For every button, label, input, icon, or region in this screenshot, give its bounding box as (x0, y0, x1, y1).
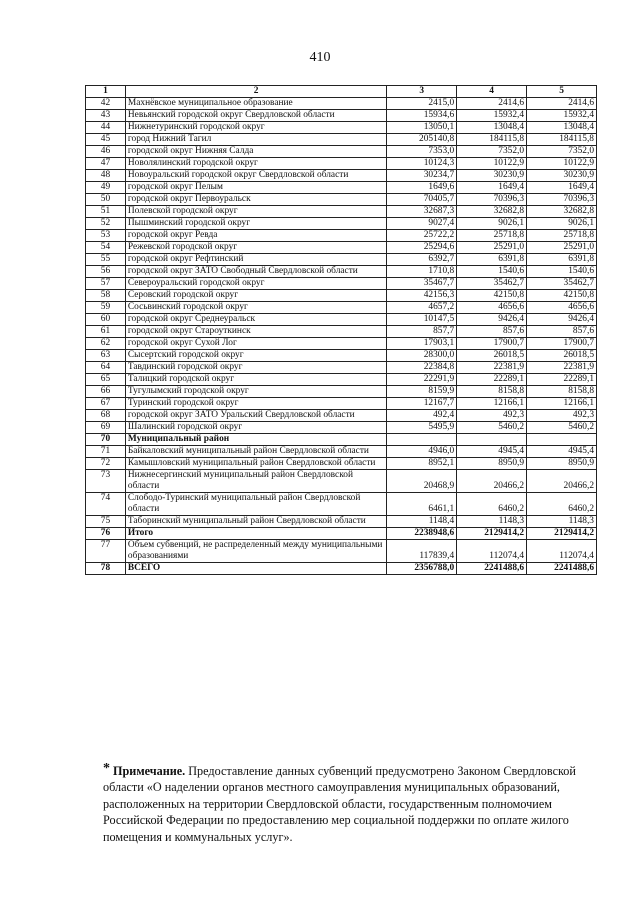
row-number: 57 (86, 278, 126, 290)
row-value-col3: 10124,3 (387, 158, 457, 170)
row-name: Муниципальный район (125, 434, 386, 446)
table-row (86, 158, 597, 170)
row-name: Шалинский городской округ (125, 422, 386, 434)
row-name: Талицкий городской округ (125, 374, 386, 386)
subsidy-table (85, 85, 597, 575)
row-value-col5: 8950,9 (527, 458, 597, 470)
row-name: Слободо-Туринский муниципальный район Свердловской области (125, 493, 386, 516)
row-number: 62 (86, 338, 126, 350)
row-value-col5: 6391,8 (527, 254, 597, 266)
row-value-col3: 1649,6 (387, 182, 457, 194)
row-value-col3: 17903,1 (387, 338, 457, 350)
row-name: Нижнетуринский городской округ (125, 122, 386, 134)
footnote-title: Примечание. (113, 764, 186, 778)
row-number: 71 (86, 446, 126, 458)
row-value-col5: 32682,8 (527, 206, 597, 218)
table-row (86, 278, 597, 290)
row-name: Итого (125, 528, 386, 540)
row-name: Новоуральский городской округ Свердловской области (125, 170, 386, 182)
row-number: 65 (86, 374, 126, 386)
row-name: городской округ Нижняя Салда (125, 146, 386, 158)
row-number: 46 (86, 146, 126, 158)
row-value-col3: 20468,9 (387, 470, 457, 493)
table-row (86, 98, 597, 110)
row-value-col5: 35462,7 (527, 278, 597, 290)
row-name: Байкаловский муниципальный район Свердловской области (125, 446, 386, 458)
row-name: Таборинский муниципальный район Свердловской области (125, 516, 386, 528)
row-value-col3: 8952,1 (387, 458, 457, 470)
row-value-col3: 30234,7 (387, 170, 457, 182)
row-name: город Нижний Тагил (125, 134, 386, 146)
row-name: городской округ Ревда (125, 230, 386, 242)
row-value-col5: 9026,1 (527, 218, 597, 230)
row-name: Новолялинский городской округ (125, 158, 386, 170)
row-value-col5: 2241488,6 (527, 563, 597, 575)
row-value-col5: 1148,3 (527, 516, 597, 528)
row-value-col4: 1148,3 (457, 516, 527, 528)
row-value-col5: 492,3 (527, 410, 597, 422)
table-row (86, 386, 597, 398)
table-row (86, 146, 597, 158)
row-value-col3: 5495,9 (387, 422, 457, 434)
row-value-col5: 1649,4 (527, 182, 597, 194)
row-value-col5: 30230,9 (527, 170, 597, 182)
row-value-col3: 13050,1 (387, 122, 457, 134)
row-number: 70 (86, 434, 126, 446)
row-number: 68 (86, 410, 126, 422)
table-row (86, 218, 597, 230)
row-value-col4: 42150,8 (457, 290, 527, 302)
row-value-col4 (457, 434, 527, 446)
row-value-col5: 17900,7 (527, 338, 597, 350)
row-number: 72 (86, 458, 126, 470)
row-number: 52 (86, 218, 126, 230)
table-row (86, 122, 597, 134)
table-row (86, 434, 597, 446)
row-value-col4: 5460,2 (457, 422, 527, 434)
row-value-col3: 857,7 (387, 326, 457, 338)
row-value-col3: 2238948,6 (387, 528, 457, 540)
row-value-col3: 6392,7 (387, 254, 457, 266)
row-value-col5: 2414,6 (527, 98, 597, 110)
table-row (86, 362, 597, 374)
table-row (86, 302, 597, 314)
row-number: 45 (86, 134, 126, 146)
row-value-col5: 20466,2 (527, 470, 597, 493)
row-value-col3: 15934,6 (387, 110, 457, 122)
row-value-col4: 22289,1 (457, 374, 527, 386)
row-number: 61 (86, 326, 126, 338)
table-row (86, 110, 597, 122)
row-number: 69 (86, 422, 126, 434)
row-value-col4: 8950,9 (457, 458, 527, 470)
row-number: 63 (86, 350, 126, 362)
table-body (86, 86, 597, 575)
page-number: 410 (309, 50, 331, 65)
table-row (86, 170, 597, 182)
row-value-col4: 30230,9 (457, 170, 527, 182)
row-name: Серовский городской округ (125, 290, 386, 302)
row-value-col5 (527, 434, 597, 446)
table-header-row (86, 86, 597, 98)
table-row (86, 528, 597, 540)
row-name: Туринский городской округ (125, 398, 386, 410)
row-value-col4: 35462,7 (457, 278, 527, 290)
row-value-col5: 22289,1 (527, 374, 597, 386)
row-value-col3: 25722,2 (387, 230, 457, 242)
row-number: 56 (86, 266, 126, 278)
row-value-col4: 4945,4 (457, 446, 527, 458)
row-value-col4: 13048,4 (457, 122, 527, 134)
row-name: Сысертский городской округ (125, 350, 386, 362)
table-row (86, 458, 597, 470)
row-value-col5: 4945,4 (527, 446, 597, 458)
row-number: 47 (86, 158, 126, 170)
row-name: Тавдинский городской округ (125, 362, 386, 374)
row-value-col4: 7352,0 (457, 146, 527, 158)
row-value-col3: 6461,1 (387, 493, 457, 516)
row-value-col4: 10122,9 (457, 158, 527, 170)
row-value-col5: 22381,9 (527, 362, 597, 374)
row-value-col3: 28300,0 (387, 350, 457, 362)
column-header: 5 (527, 86, 597, 98)
row-value-col4: 20466,2 (457, 470, 527, 493)
table-row (86, 398, 597, 410)
row-value-col5: 15932,4 (527, 110, 597, 122)
table-row (86, 230, 597, 242)
row-name: Тугулымский городской округ (125, 386, 386, 398)
row-name: городской округ Пелым (125, 182, 386, 194)
row-value-col4: 6391,8 (457, 254, 527, 266)
row-name: Камышловский муниципальный район Свердловской области (125, 458, 386, 470)
row-value-col3: 4657,2 (387, 302, 457, 314)
table-row (86, 266, 597, 278)
row-value-col4: 1649,4 (457, 182, 527, 194)
row-value-col5: 5460,2 (527, 422, 597, 434)
row-value-col3: 2356788,0 (387, 563, 457, 575)
row-value-col5: 12166,1 (527, 398, 597, 410)
row-number: 59 (86, 302, 126, 314)
row-value-col5: 1540,6 (527, 266, 597, 278)
row-number: 78 (86, 563, 126, 575)
row-value-col5: 42150,8 (527, 290, 597, 302)
row-value-col5: 184115,8 (527, 134, 597, 146)
row-value-col4: 2414,6 (457, 98, 527, 110)
row-value-col4: 22381,9 (457, 362, 527, 374)
row-value-col3: 32687,3 (387, 206, 457, 218)
row-value-col4: 9026,1 (457, 218, 527, 230)
row-value-col3: 4946,0 (387, 446, 457, 458)
row-value-col3: 22384,8 (387, 362, 457, 374)
footnote-text: Предоставление данных субвенций предусмотрено Законом Свердловской области «О наделении органов местного самоуправления муниципальных образований, расположенных на территории Свердловской области, государственным полномочием Российской Федерации по предоставлению мер социальной поддержки по оплате жилого помещения и коммунальных услуг». (103, 764, 576, 844)
row-value-col3: 22291,9 (387, 374, 457, 386)
row-value-col4: 492,3 (457, 410, 527, 422)
table-row (86, 350, 597, 362)
row-value-col3: 8159,9 (387, 386, 457, 398)
row-number: 67 (86, 398, 126, 410)
row-value-col3: 10147,5 (387, 314, 457, 326)
table-row (86, 194, 597, 206)
row-number: 43 (86, 110, 126, 122)
row-number: 76 (86, 528, 126, 540)
table-row (86, 374, 597, 386)
table-row (86, 422, 597, 434)
row-value-col5: 8158,8 (527, 386, 597, 398)
row-number: 60 (86, 314, 126, 326)
row-value-col3: 12167,7 (387, 398, 457, 410)
row-value-col4: 112074,4 (457, 540, 527, 563)
row-name: городской округ Рефтинский (125, 254, 386, 266)
row-value-col5: 6460,2 (527, 493, 597, 516)
table-row (86, 563, 597, 575)
row-name: Нижнесергинский муниципальный район Свердловской области (125, 470, 386, 493)
table-row (86, 540, 597, 563)
row-number: 75 (86, 516, 126, 528)
row-number: 42 (86, 98, 126, 110)
row-name: городской округ Сухой Лог (125, 338, 386, 350)
row-name: Пышминский городской округ (125, 218, 386, 230)
row-value-col5: 26018,5 (527, 350, 597, 362)
row-value-col5: 2129414,2 (527, 528, 597, 540)
row-value-col4: 12166,1 (457, 398, 527, 410)
row-name: Объем субвенций, не распределенный между муниципальными образованиями (125, 540, 386, 563)
row-number: 48 (86, 170, 126, 182)
row-number: 55 (86, 254, 126, 266)
row-number: 51 (86, 206, 126, 218)
row-value-col3: 42156,3 (387, 290, 457, 302)
row-value-col5: 4656,6 (527, 302, 597, 314)
row-name: Махнёвское муниципальное образование (125, 98, 386, 110)
row-number: 50 (86, 194, 126, 206)
row-value-col4: 9426,4 (457, 314, 527, 326)
row-name: Сосьвинский городской округ (125, 302, 386, 314)
row-value-col4: 8158,8 (457, 386, 527, 398)
table-row (86, 134, 597, 146)
row-name: Режевской городской округ (125, 242, 386, 254)
row-value-col5: 70396,3 (527, 194, 597, 206)
row-value-col5: 25291,0 (527, 242, 597, 254)
row-value-col5: 10122,9 (527, 158, 597, 170)
row-number: 77 (86, 540, 126, 563)
table-row (86, 182, 597, 194)
row-value-col5: 112074,4 (527, 540, 597, 563)
row-value-col4: 32682,8 (457, 206, 527, 218)
row-value-col3: 205140,8 (387, 134, 457, 146)
row-number: 58 (86, 290, 126, 302)
table-row (86, 242, 597, 254)
row-value-col4: 17900,7 (457, 338, 527, 350)
row-value-col4: 70396,3 (457, 194, 527, 206)
column-header: 2 (125, 86, 386, 98)
row-number: 54 (86, 242, 126, 254)
row-name: городской округ Первоуральск (125, 194, 386, 206)
footnote-marker: * (103, 761, 110, 776)
row-name: Североуральский городской округ (125, 278, 386, 290)
row-value-col4: 184115,8 (457, 134, 527, 146)
table-row (86, 338, 597, 350)
row-value-col5: 9426,4 (527, 314, 597, 326)
row-value-col4: 4656,6 (457, 302, 527, 314)
row-value-col3: 9027,4 (387, 218, 457, 230)
row-value-col5: 13048,4 (527, 122, 597, 134)
row-number: 64 (86, 362, 126, 374)
table-row (86, 206, 597, 218)
table-row (86, 446, 597, 458)
row-value-col3 (387, 434, 457, 446)
row-name: ВСЕГО (125, 563, 386, 575)
row-value-col4: 2241488,6 (457, 563, 527, 575)
table-row (86, 410, 597, 422)
column-header: 1 (86, 86, 126, 98)
row-value-col4: 1540,6 (457, 266, 527, 278)
table-row (86, 516, 597, 528)
table-row (86, 314, 597, 326)
row-value-col4: 857,6 (457, 326, 527, 338)
row-name: Невьянский городской округ Свердловской области (125, 110, 386, 122)
row-value-col3: 492,4 (387, 410, 457, 422)
column-header: 3 (387, 86, 457, 98)
row-name: городской округ ЗАТО Уральский Свердловской области (125, 410, 386, 422)
table-row (86, 326, 597, 338)
row-number: 49 (86, 182, 126, 194)
row-value-col3: 25294,6 (387, 242, 457, 254)
row-value-col3: 35467,7 (387, 278, 457, 290)
table-row (86, 254, 597, 266)
row-number: 66 (86, 386, 126, 398)
row-value-col3: 1148,4 (387, 516, 457, 528)
row-name: городской округ ЗАТО Свободный Свердловской области (125, 266, 386, 278)
row-value-col3: 7353,0 (387, 146, 457, 158)
table-row (86, 290, 597, 302)
row-value-col4: 2129414,2 (457, 528, 527, 540)
row-value-col3: 1710,8 (387, 266, 457, 278)
row-value-col4: 25291,0 (457, 242, 527, 254)
row-number: 73 (86, 470, 126, 493)
row-value-col4: 26018,5 (457, 350, 527, 362)
column-header: 4 (457, 86, 527, 98)
footnote (103, 763, 581, 845)
row-name: Полевской городской округ (125, 206, 386, 218)
row-value-col4: 15932,4 (457, 110, 527, 122)
row-value-col5: 7352,0 (527, 146, 597, 158)
row-value-col3: 2415,0 (387, 98, 457, 110)
table-row (86, 493, 597, 516)
row-name: городской округ Среднеуральск (125, 314, 386, 326)
row-value-col4: 6460,2 (457, 493, 527, 516)
row-number: 53 (86, 230, 126, 242)
row-name: городской округ Староуткинск (125, 326, 386, 338)
row-value-col5: 25718,8 (527, 230, 597, 242)
row-number: 74 (86, 493, 126, 516)
row-value-col3: 70405,7 (387, 194, 457, 206)
row-value-col3: 117839,4 (387, 540, 457, 563)
row-value-col4: 25718,8 (457, 230, 527, 242)
row-number: 44 (86, 122, 126, 134)
table-row (86, 470, 597, 493)
row-value-col5: 857,6 (527, 326, 597, 338)
